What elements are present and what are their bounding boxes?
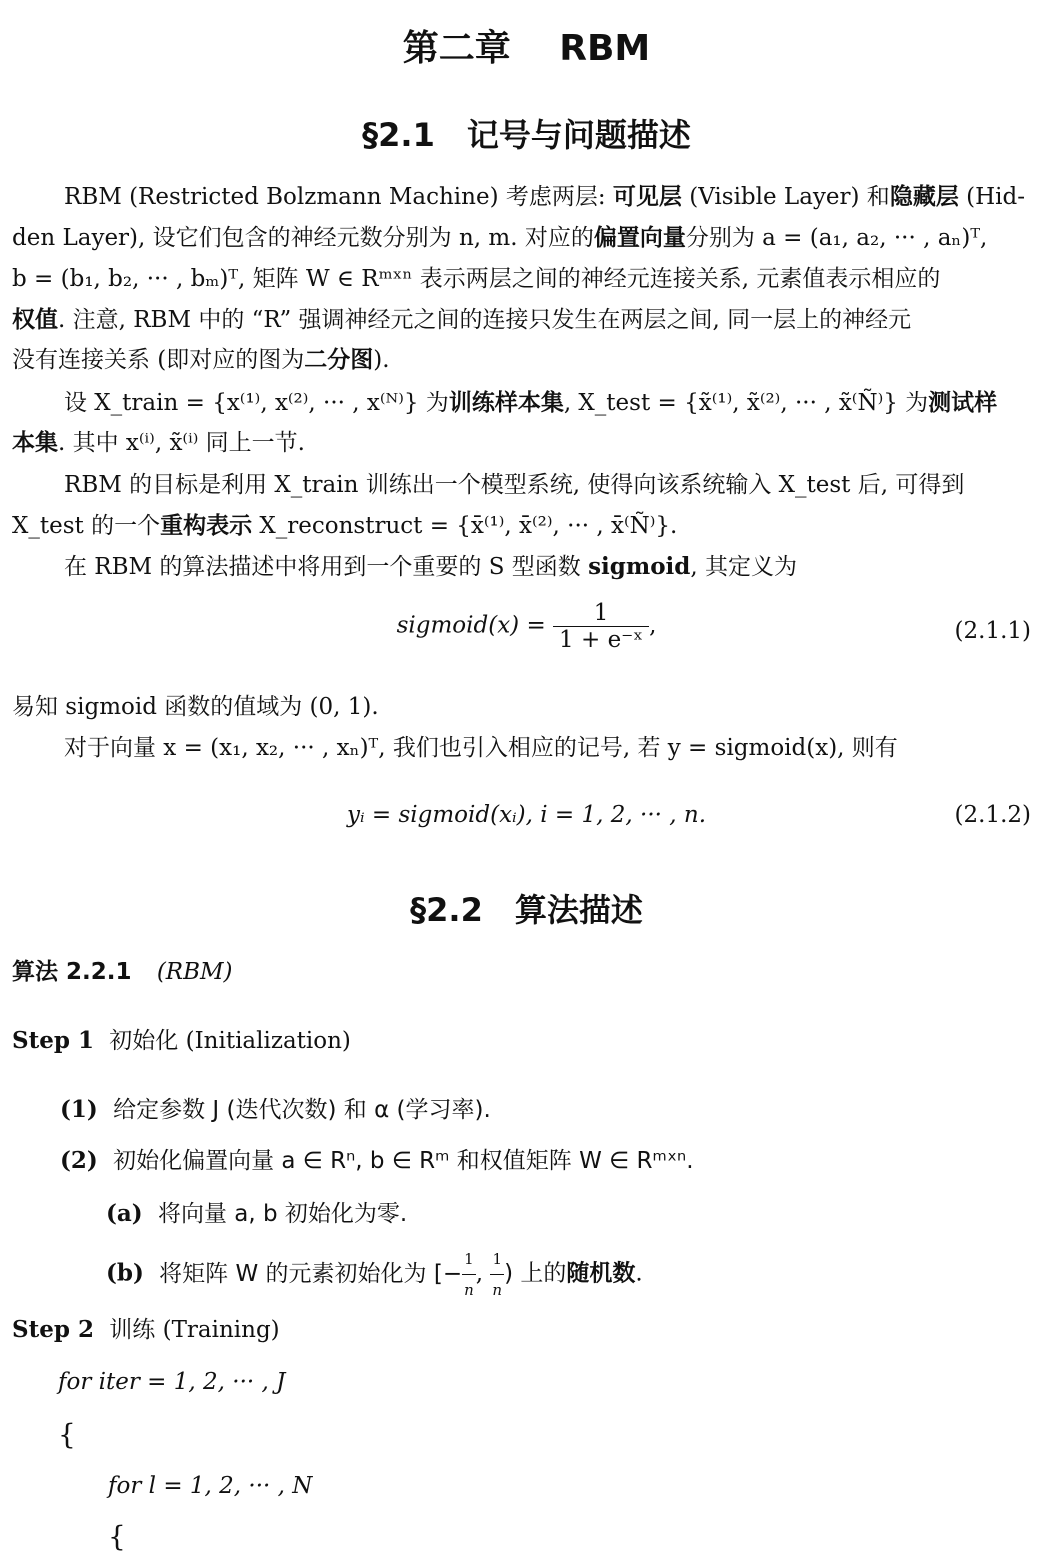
para3-line2: [12, 511, 677, 541]
equation-tail: ,: [649, 612, 657, 639]
item-text: ) 上的: [504, 1260, 567, 1287]
para1-line3: b = (b₁, b₂, ··· , bₘ)ᵀ, 矩阵 W ∈ Rᵐˣⁿ 表示两层之间的神经元连接关系, 元素值表示相应的: [12, 266, 941, 292]
step1-item1: [60, 1095, 491, 1125]
text: 分别为 a = (a₁, a₂, ··· , aₙ)ᵀ,: [685, 225, 988, 251]
step-title: 初始化: [109, 1028, 179, 1054]
item-text: ,: [475, 1260, 491, 1287]
for-loop-l: for l = 1, 2, ··· , N: [108, 1473, 313, 1499]
equation-body: [0, 600, 1053, 653]
step1-heading: [12, 1026, 351, 1056]
term-test-set-part2: 本集: [12, 430, 58, 456]
for-loop-iter: for iter = 1, 2, ··· , J: [58, 1369, 286, 1395]
para4-line1: [64, 552, 797, 582]
term-reconstruction: 重构表示: [160, 513, 253, 539]
step-title-en: (Initialization): [178, 1028, 351, 1054]
section-2-1-title: §2.1 记号与问题描述: [362, 116, 691, 154]
section-2-2-title: §2.2 算法描述: [410, 891, 643, 929]
step1-item2: [60, 1146, 694, 1176]
item-text: 初始化偏置向量 a ∈ Rⁿ, b ∈ Rᵐ 和权值矩阵 W ∈ Rᵐˣⁿ.: [113, 1148, 694, 1174]
equation-2-1-2: [0, 800, 1053, 864]
item-number: (b): [106, 1259, 144, 1287]
step-title-en: (Training): [155, 1317, 280, 1343]
algorithm-name: (RBM): [156, 959, 233, 985]
text: X_test 的一个: [12, 513, 161, 539]
chapter-title: 第二章 RBM: [402, 28, 651, 69]
text: X_reconstruct = {x̄⁽¹⁾, x̄⁽²⁾, ··· , x̄⁽Ñ⁾}.: [252, 513, 678, 539]
fraction: [553, 600, 649, 653]
fraction-denominator: n: [462, 1274, 476, 1305]
para6-line1: 对于向量 x = (x₁, x₂, ··· , xₙ)ᵀ, 我们也引入相应的记号, 若 y = sigmoid(x), 则有: [64, 735, 898, 761]
term-training-set: 训练样本集: [448, 390, 564, 416]
text: . 其中 x⁽ⁱ⁾, x̃⁽ⁱ⁾ 同上一节.: [58, 430, 305, 456]
step-label: Step 2: [12, 1316, 94, 1343]
term-hidden-layer: 隐藏层: [889, 184, 959, 210]
text: (Hid-: [958, 184, 1026, 210]
text: (Visible Layer) 和: [681, 184, 890, 210]
para2-line2: [12, 428, 305, 458]
para3-line1: RBM 的目标是利用 X_train 训练出一个模型系统, 使得向该系统输入 X_test 后, 可得到: [64, 472, 965, 498]
term-bias-vector: 偏置向量: [593, 225, 686, 251]
equation-number: (2.1.2): [954, 802, 1031, 828]
item-text: 将矩阵 W 的元素初始化为 [−: [159, 1260, 463, 1287]
text: den Layer), 设它们包含的神经元数分别为 n, m. 对应的: [12, 225, 594, 251]
algorithm-label: 算法 2.2.1: [12, 959, 132, 985]
para5-line1: 易知 sigmoid 函数的值域为 (0, 1).: [12, 694, 379, 720]
text: . 注意, RBM 中的 “R” 强调神经元之间的连接只发生在两层之间, 同一层上的神经元: [58, 307, 912, 333]
equation-body: yᵢ = sigmoid(xᵢ), i = 1, 2, ··· , n.: [346, 802, 707, 828]
step1-sub-b: [106, 1244, 643, 1305]
text: RBM (Restricted Bolzmann Machine) 考虑两层:: [64, 184, 613, 210]
term-weight: 权值: [12, 307, 58, 333]
equation-2-1-1: [0, 600, 1053, 664]
term-bipartite-graph: 二分图: [304, 347, 374, 373]
step2-heading: [12, 1315, 280, 1345]
para2-line1: [64, 388, 997, 418]
algorithm-heading: [12, 957, 233, 987]
para1-line1: [64, 182, 1025, 212]
open-brace-1: {: [58, 1418, 76, 1451]
term-test-set-part1: 测试样: [928, 390, 998, 416]
fraction-denominator: n: [490, 1274, 504, 1305]
para1-line2: [12, 223, 987, 253]
text: , 其定义为: [690, 554, 797, 580]
fraction: [462, 1244, 476, 1305]
step-title: 训练: [109, 1317, 156, 1343]
item-text: 给定参数 J (迭代次数) 和 α (学习率).: [113, 1097, 491, 1123]
term-random-number: 随机数: [566, 1260, 636, 1287]
fraction-numerator: 1: [593, 600, 609, 626]
fraction-numerator: 1: [464, 1250, 474, 1268]
fraction-numerator: 1: [492, 1250, 502, 1268]
para1-line5: [12, 345, 390, 375]
fraction-denominator: 1 + e⁻ˣ: [553, 626, 649, 653]
equation-lhs: sigmoid(x) =: [396, 612, 546, 639]
step-label: Step 1: [12, 1027, 94, 1054]
item-number: (a): [106, 1200, 143, 1227]
text: 设 X_train = {x⁽¹⁾, x⁽²⁾, ··· , x⁽ᴺ⁾} 为: [64, 390, 449, 416]
text: , X_test = {x̃⁽¹⁾, x̃⁽²⁾, ··· , x̃⁽Ñ⁾} 为: [563, 390, 929, 416]
term-sigmoid: sigmoid: [588, 553, 691, 580]
item-text: .: [635, 1260, 643, 1287]
text: 没有连接关系 (即对应的图为: [12, 347, 305, 373]
equation-number: (2.1.1): [954, 618, 1031, 644]
para1-line4: [12, 305, 911, 335]
item-number: (2): [60, 1147, 98, 1174]
text: ).: [373, 347, 390, 373]
open-brace-2: {: [108, 1520, 126, 1553]
item-number: (1): [60, 1096, 98, 1123]
fraction: [490, 1244, 504, 1305]
text: 在 RBM 的算法描述中将用到一个重要的 S 型函数: [64, 554, 589, 580]
term-visible-layer: 可见层: [612, 184, 682, 210]
step1-sub-a: [106, 1199, 407, 1229]
item-text: 将向量 a, b 初始化为零.: [157, 1201, 408, 1227]
